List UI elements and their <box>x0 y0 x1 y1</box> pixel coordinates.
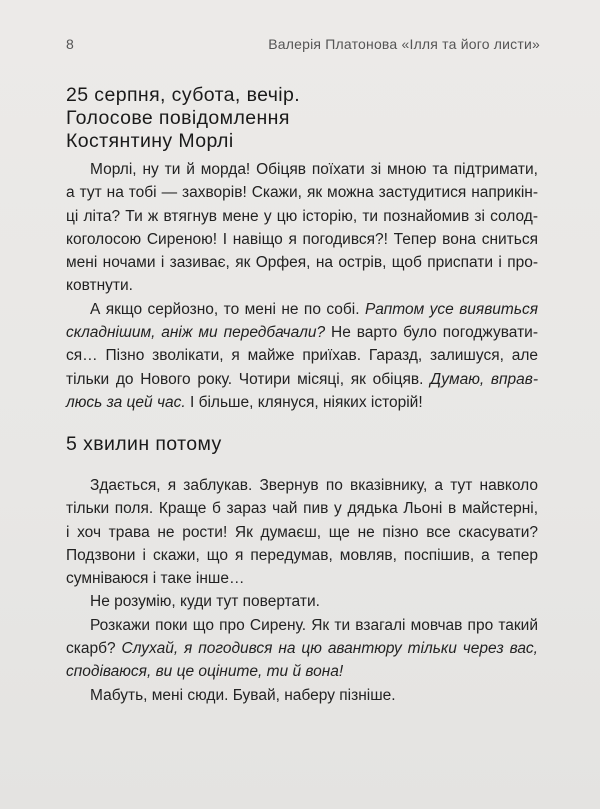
italic-text: люсь за цей час. <box>66 393 186 411</box>
running-head: Валерія Платонова «Ілля та його листи» <box>268 36 540 52</box>
text-line <box>66 344 538 367</box>
section-title-2 <box>66 433 536 456</box>
text-line <box>66 544 538 567</box>
italic-text: складнішим, аніж ми передбачали? <box>66 324 326 342</box>
text-line <box>66 567 538 590</box>
section-body-2 <box>66 474 538 707</box>
section-title-line: Костянтину Морлі <box>66 130 234 152</box>
text-run: Морлі, ну ти й морда! Обіцяв поїхати зі мною та підтримати, <box>90 161 538 178</box>
text-run: Не варто було погоджувати- <box>325 324 538 342</box>
text-run: Мабуть, мені сюди. Бувай, наберу пізніше. <box>90 686 396 704</box>
text-line <box>66 251 538 274</box>
italic-text: Слухай, я погодився на цю авантюру тільки через вас, <box>121 640 538 658</box>
text-line <box>66 181 538 204</box>
text-run: А якщо серйозно, то мені не по собі. <box>90 300 365 318</box>
text-line <box>66 158 538 181</box>
italic-text: сподіваюся, ви це оціните, ти й вона! <box>66 663 344 681</box>
text-run: мені ночами і зазиває, як Орфея, на острів, щоб приспати і про- <box>66 254 538 272</box>
text-run: ся… Пізно зволікати, я майже приїхав. Гаразд, залишуся, але <box>66 347 538 365</box>
text-run: ці літа? Ти ж втягнув мене у цю історію, ти познайомив зі солод- <box>66 207 538 225</box>
text-run: І більше, клянуся, ніяких історій! <box>185 393 423 411</box>
text-line <box>66 228 538 251</box>
text-line <box>66 391 538 414</box>
text-line <box>66 298 538 321</box>
section-title-line: 25 серпня, субота, вечір. <box>66 84 301 106</box>
text-line <box>66 684 538 707</box>
section-title-line: 5 хвилин потому <box>66 433 222 455</box>
text-line <box>66 614 538 637</box>
text-line <box>66 474 538 497</box>
text-run: тільки поля. Краще б зараз чай пив у дядька Льоні в майстерні, <box>66 500 538 518</box>
text-line <box>66 637 538 660</box>
text-line <box>66 497 538 520</box>
text-line <box>66 274 538 297</box>
text-run: а тут на тобі — захворів! Скажи, як можна застудитися наприкін- <box>66 184 538 202</box>
text-run: коголосою Сиреною! І навіщо я погодився?! Тепер вона сниться <box>66 230 538 248</box>
text-line <box>66 368 538 391</box>
section-body-1 <box>66 158 538 414</box>
text-line <box>66 660 538 683</box>
text-line <box>66 205 538 228</box>
text-run: Розкажи поки що про Сирену. Як ти взагалі мовчав про такий <box>90 616 538 634</box>
section-title-1 <box>66 84 536 153</box>
section-title-line: Голосове повідомлення <box>66 107 290 129</box>
text-run: і хоч трава не рости! Як думаєш, ще не пізно все скасувати? <box>66 523 538 541</box>
text-run: скарб? <box>66 640 122 658</box>
text-run: Здається, я заблукав. Звернув по вказівнику, а тут навколо <box>90 477 538 494</box>
text-run: тільки до Нового року. Чотири місяці, як обіцяв. <box>66 370 431 388</box>
page-header <box>66 36 540 56</box>
text-run: сумніваюся і таке інше… <box>66 570 245 588</box>
italic-text: Думаю, вправ- <box>430 370 539 388</box>
text-run: Не розумію, куди тут повертати. <box>90 593 320 611</box>
text-line <box>66 590 538 613</box>
text-run: Подзвони і скажи, що я передумав, мовляв, поспішив, а тепер <box>66 546 538 564</box>
text-run: ковтнути. <box>66 277 133 295</box>
text-line <box>66 521 538 544</box>
italic-text: Раптом усе виявиться <box>364 300 539 318</box>
text-line <box>66 321 538 344</box>
page-number: 8 <box>66 36 74 52</box>
